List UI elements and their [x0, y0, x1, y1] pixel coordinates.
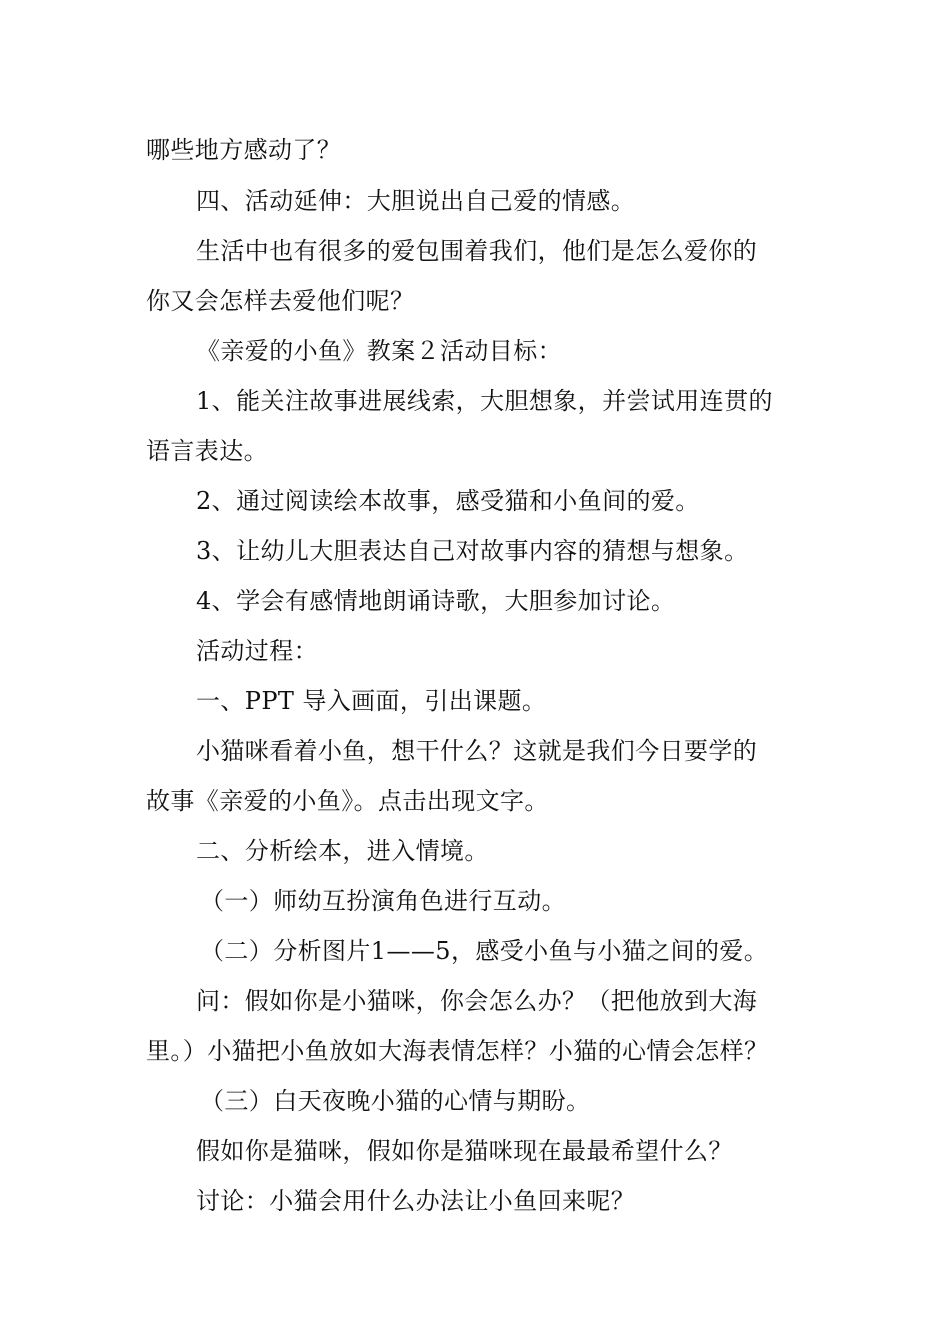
list-item: 3、让幼儿大胆表达自己对故事内容的猜想与想象。: [196, 537, 749, 565]
text-line: 讨论：小猫会用什么办法让小鱼回来呢？: [196, 1187, 636, 1215]
subsection-heading: （一）师幼互扮演角色进行互动。: [200, 887, 566, 915]
section-heading: 活动过程：: [196, 637, 318, 665]
text-line: 哪些地方感动了？: [146, 136, 342, 164]
section-heading: 二、分析绘本，进入情境。: [196, 837, 489, 865]
list-item: 4、学会有感情地朗诵诗歌，大胆参加讨论。: [196, 587, 676, 615]
text-line: 语言表达。: [146, 437, 268, 465]
text-line: 你又会怎样去爱他们呢？: [146, 287, 415, 315]
subsection-heading: （二）分析图片1——5，感受小鱼与小猫之间的爱。: [200, 937, 769, 965]
text-line: 里。）小猫把小鱼放如大海表情怎样？小猫的心情会怎样？: [146, 1037, 769, 1065]
text-line: 故事《亲爱的小鱼》。点击出现文字。: [146, 787, 549, 815]
text-line: 生活中也有很多的爱包围着我们，他们是怎么爱你的: [196, 237, 758, 265]
list-item: 1、能关注故事进展线索，大胆想象，并尝试用连贯的: [196, 387, 773, 415]
list-item: 2、通过阅读绘本故事，感受猫和小鱼间的爱。: [196, 487, 700, 515]
section-heading: 一、PPT 导入画面，引出课题。: [196, 687, 547, 715]
section-heading: 《亲爱的小鱼》教案２活动目标：: [196, 337, 562, 365]
text-line: 假如你是猫咪，假如你是猫咪现在最最希望什么？: [196, 1137, 733, 1165]
subsection-heading: （三）白天夜晚小猫的心情与期盼。: [200, 1087, 591, 1115]
section-heading: 四、活动延伸：大胆说出自己爱的情感。: [196, 187, 636, 215]
text-line: 问：假如你是小猫咪，你会怎么办？（把他放到大海: [196, 987, 758, 1015]
text-line: 小猫咪看着小鱼，想干什么？这就是我们今日要学的: [196, 737, 758, 765]
